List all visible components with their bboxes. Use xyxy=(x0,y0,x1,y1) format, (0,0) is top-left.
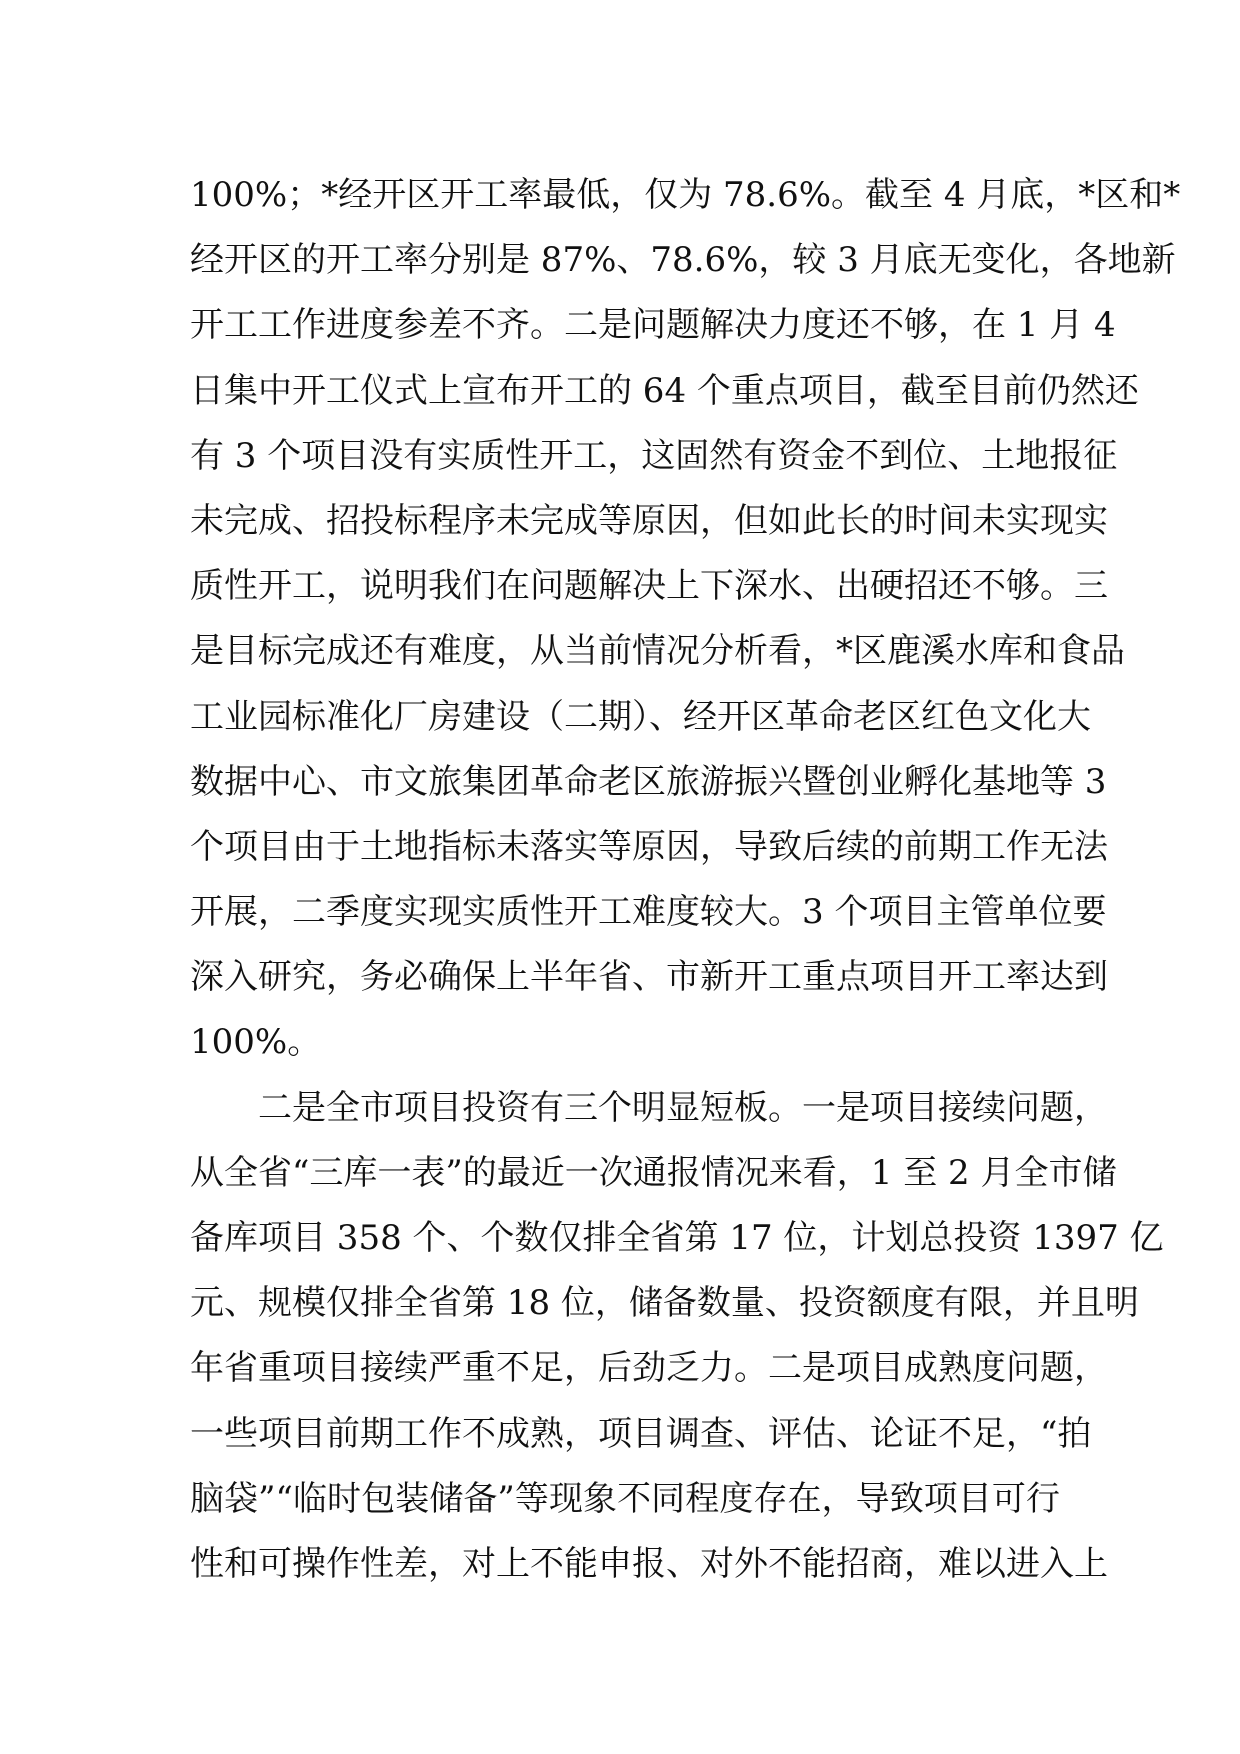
text-line: 深入研究，务必确保上半年省、市新开工重点项目开工率达到 xyxy=(190,957,1108,998)
text-line: 100%；*经开区开工率最低，仅为 78.6%。截至 4 月底，*区和* xyxy=(190,175,1181,215)
text-line: 开工工作进度参差不齐。二是问题解决力度还不够，在 1 月 4 xyxy=(190,305,1116,346)
text-line: 性和可操作性差，对上不能申报、对外不能招商，难以进入上 xyxy=(190,1543,1108,1584)
text-line: 一些项目前期工作不成熟，项目调查、评估、论证不足，“拍 xyxy=(190,1413,1092,1454)
text-line: 个项目由于土地指标未落实等原因，导致后续的前期工作无法 xyxy=(190,826,1108,867)
text-line: 有 3 个项目没有实质性开工，这固然有资金不到位、土地报征 xyxy=(190,435,1118,476)
text-line: 未完成、招投标程序未完成等原因，但如此长的时间未实现实 xyxy=(190,500,1108,541)
document-body xyxy=(190,163,1181,1597)
text-line: 元、规模仅排全省第 18 位，储备数量、投资额度有限，并且明 xyxy=(190,1283,1139,1324)
text-line: 年省重项目接续严重不足，后劲乏力。二是项目成熟度问题， xyxy=(190,1348,1108,1389)
text-line: 开展，二季度实现实质性开工难度较大。3 个项目主管单位要 xyxy=(190,892,1107,933)
text-line: 工业园标准化厂房建设（二期）、经开区革命老区红色文化大 xyxy=(190,696,1091,737)
text-line: 备库项目 358 个、个数仅排全省第 17 位，计划总投资 1397 亿 xyxy=(190,1218,1164,1258)
text-line: 数据中心、市文旅集团革命老区旅游振兴暨创业孵化基地等 3 xyxy=(190,761,1107,802)
paragraph-end-line: 100%。 xyxy=(190,1022,322,1063)
paragraph-start-line: 二是全市项目投资有三个明显短板。一是项目接续问题， xyxy=(258,1087,1108,1128)
text-line: 质性开工，说明我们在问题解决上下深水、出硬招还不够。三 xyxy=(190,566,1108,607)
text-line: 是目标完成还有难度，从当前情况分析看，*区鹿溪水库和食品 xyxy=(190,631,1125,672)
text-line: 日集中开工仪式上宣布开工的 64 个重点项目，截至目前仍然还 xyxy=(190,370,1139,411)
text-line: 经开区的开工率分别是 87%、78.6%，较 3 月底无变化，各地新 xyxy=(190,240,1176,281)
text-line: 从全省“三库一表”的最近一次通报情况来看，1 至 2 月全市储 xyxy=(190,1152,1117,1193)
text-line: 脑袋”“临时包装储备”等现象不同程度存在，导致项目可行 xyxy=(190,1478,1060,1519)
